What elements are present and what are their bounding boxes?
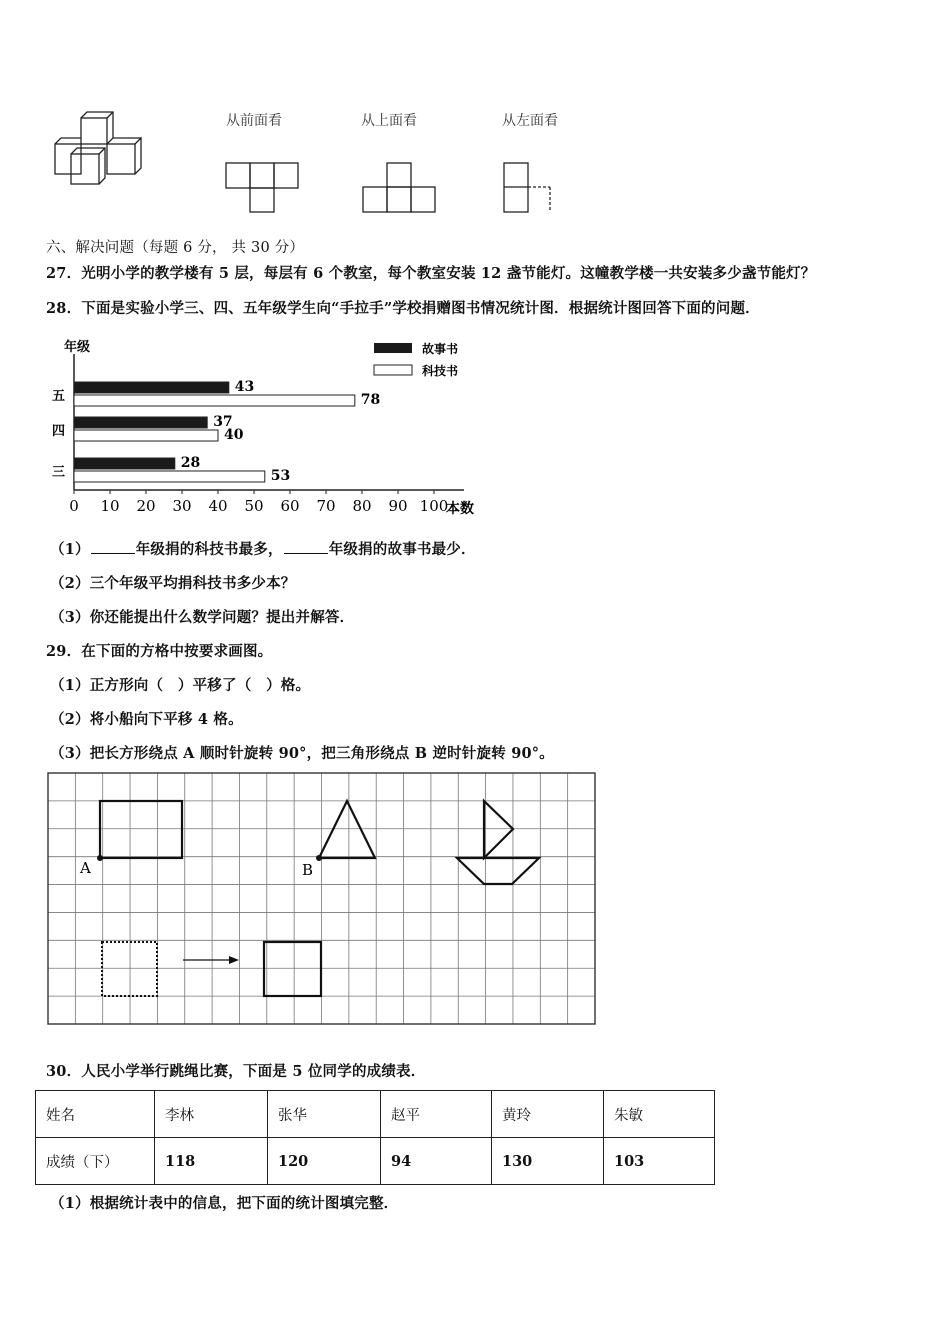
table-cell: 94 (381, 1138, 492, 1185)
question-29-1: （1）正方形向（ ）平移了（ ）格。 (50, 677, 311, 694)
story-book-bar (74, 417, 207, 428)
table-cell: 张华 (268, 1091, 381, 1138)
x-tick-label: 40 (208, 497, 228, 515)
x-tick-label: 90 (388, 497, 408, 515)
drawing-grid (47, 772, 599, 1028)
table-cell: 黄玲 (492, 1091, 604, 1138)
left-view-shape (502, 160, 562, 216)
x-tick-label: 50 (244, 497, 264, 515)
cube-stack-figure (50, 108, 160, 188)
legend-swatch-story (374, 343, 412, 353)
section-title: 六、解决问题（每题 6 分， 共 30 分） (46, 240, 305, 256)
point-a-dot (97, 855, 103, 861)
top-view-shape (362, 160, 442, 216)
question-30-1: （1）根据统计表中的信息，把下面的统计图填完整． (50, 1195, 399, 1212)
table-row (36, 1138, 715, 1185)
point-b-label: B (302, 861, 314, 879)
x-tick-label: 20 (136, 497, 156, 515)
rectangle-shape (100, 801, 182, 858)
science-book-bar (74, 471, 265, 482)
bar-value-label: 40 (224, 427, 244, 443)
legend-label-story: 故事书 (422, 342, 459, 356)
point-b-dot (316, 855, 322, 861)
table-cell: 成绩（下） (36, 1138, 155, 1185)
dotted-square (102, 942, 157, 996)
legend-swatch-science (374, 365, 412, 375)
answer-blank-1[interactable] (91, 541, 135, 554)
story-book-bar (74, 458, 175, 469)
front-view-label: 从前面看 (226, 113, 282, 129)
story-book-bar (74, 382, 229, 393)
category-label: 四 (52, 424, 66, 439)
question-29-3: （3）把长方形绕点 A 顺时针旋转 90°，把三角形绕点 B 逆时针旋转 90°。 (50, 745, 554, 762)
table-cell: 103 (604, 1138, 715, 1185)
table-cell: 赵平 (381, 1091, 492, 1138)
triangle-shape (319, 801, 375, 858)
table-cell: 姓名 (36, 1091, 155, 1138)
question-28: 28．下面是实验小学三、四、五年级学生向“手拉手”学校捐赠图书情况统计图．根据统计图回答下面的问题． (46, 300, 760, 317)
category-label: 三 (52, 465, 66, 480)
table-cell: 120 (268, 1138, 381, 1185)
point-a-label: A (80, 859, 91, 877)
question-29: 29．在下面的方格中按要求画图。 (46, 643, 273, 660)
legend-label-science: 科技书 (422, 364, 459, 378)
table-header-row (36, 1091, 715, 1138)
x-tick-label: 70 (316, 497, 336, 515)
question-30: 30．人民小学举行跳绳比赛，下面是 5 位同学的成绩表． (46, 1063, 426, 1080)
x-tick-label: 60 (280, 497, 300, 515)
science-book-bar (74, 430, 218, 441)
table-cell: 130 (492, 1138, 604, 1185)
x-tick-label: 80 (352, 497, 372, 515)
question-28-3: （3）你还能提出什么数学问题？提出并解答． (50, 609, 355, 626)
score-table (35, 1090, 715, 1185)
q28-1-prefix: （1） (50, 541, 90, 558)
question-29-2: （2）将小船向下平移 4 格。 (50, 711, 243, 728)
table-cell: 朱敏 (604, 1091, 715, 1138)
translation-arrow-head (229, 956, 239, 964)
x-tick-label: 10 (100, 497, 120, 515)
book-donation-bar-chart (44, 332, 504, 522)
x-tick-label: 100 (419, 497, 449, 515)
left-view-label: 从左面看 (502, 113, 558, 129)
bar-value-label: 37 (213, 414, 233, 430)
table-cell: 118 (155, 1138, 268, 1185)
q28-1-mid: 年级捐的科技书最多， (135, 541, 283, 558)
bar-value-label: 28 (180, 455, 201, 471)
table-cell: 李林 (155, 1091, 268, 1138)
x-tick-label: 0 (69, 497, 79, 515)
solid-square (264, 942, 321, 996)
question-27: 27．光明小学的教学楼有 5 层，每层有 6 个教室，每个教室安装 12 盏节能灯。这幢教学楼一共安装多少盏节能灯？ (46, 265, 816, 282)
bar-value-label: 53 (270, 468, 291, 484)
q28-1-end: 年级捐的故事书最少． (328, 541, 476, 558)
front-view-shape (225, 160, 305, 216)
boat-shape (457, 801, 539, 884)
bar-value-label: 43 (234, 379, 255, 395)
science-book-bar (74, 395, 355, 406)
category-label: 五 (52, 389, 66, 404)
answer-blank-2[interactable] (284, 541, 328, 554)
bar-value-label: 78 (360, 392, 381, 408)
x-tick-label: 30 (172, 497, 192, 515)
question-28-2: （2）三个年级平均捐科技书多少本？ (50, 575, 296, 592)
chart-xlabel: 本数 (446, 501, 474, 517)
chart-ylabel: 年级 (64, 340, 91, 355)
top-view-label: 从上面看 (361, 113, 417, 129)
question-28-1 (50, 538, 476, 559)
